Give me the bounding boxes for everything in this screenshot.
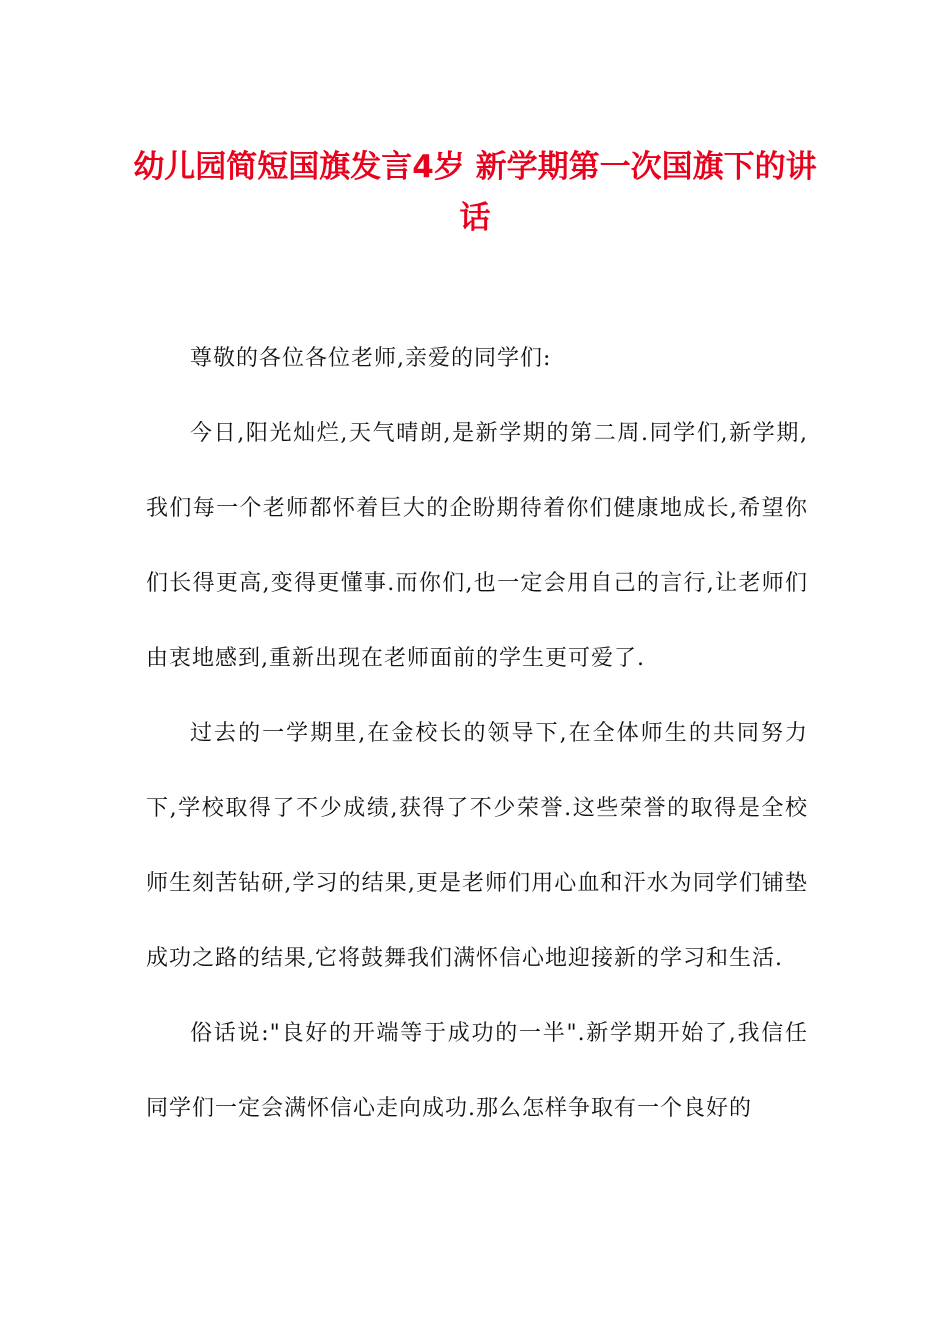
document-body [146, 321, 808, 1146]
paragraph-new-semester: 今日,阳光灿烂,天气晴朗,是新学期的第二周.同学们,新学期,我们每一个老师都怀着巨大的企盼期待着你们健康地成长,希望你们长得更高,变得更懂事.而你们,也一定会用自己的言行,让老师们由衷地感到,重新出现在老师面前的学生更可爱了. [146, 421, 808, 671]
document-title: 幼儿园简短国旗发言4岁 新学期第一次国旗下的讲话 [133, 149, 817, 236]
paragraph-greeting: 尊敬的各位各位老师,亲爱的同学们: [190, 346, 552, 371]
paragraph-past-semester: 过去的一学期里,在金校长的领导下,在全体师生的共同努力下,学校取得了不少成绩,获得了不少荣誉.这些荣誉的取得是全校师生刻苦钻研,学习的结果,更是老师们用心血和汗水为同学们铺垫成功之路的结果,它将鼓舞我们满怀信心地迎接新的学习和生活. [146, 721, 808, 971]
paragraph-good-start: 俗话说:"良好的开端等于成功的一半".新学期开始了,我信任同学们一定会满怀信心走向成功.那么怎样争取有一个良好的 [146, 1021, 808, 1121]
